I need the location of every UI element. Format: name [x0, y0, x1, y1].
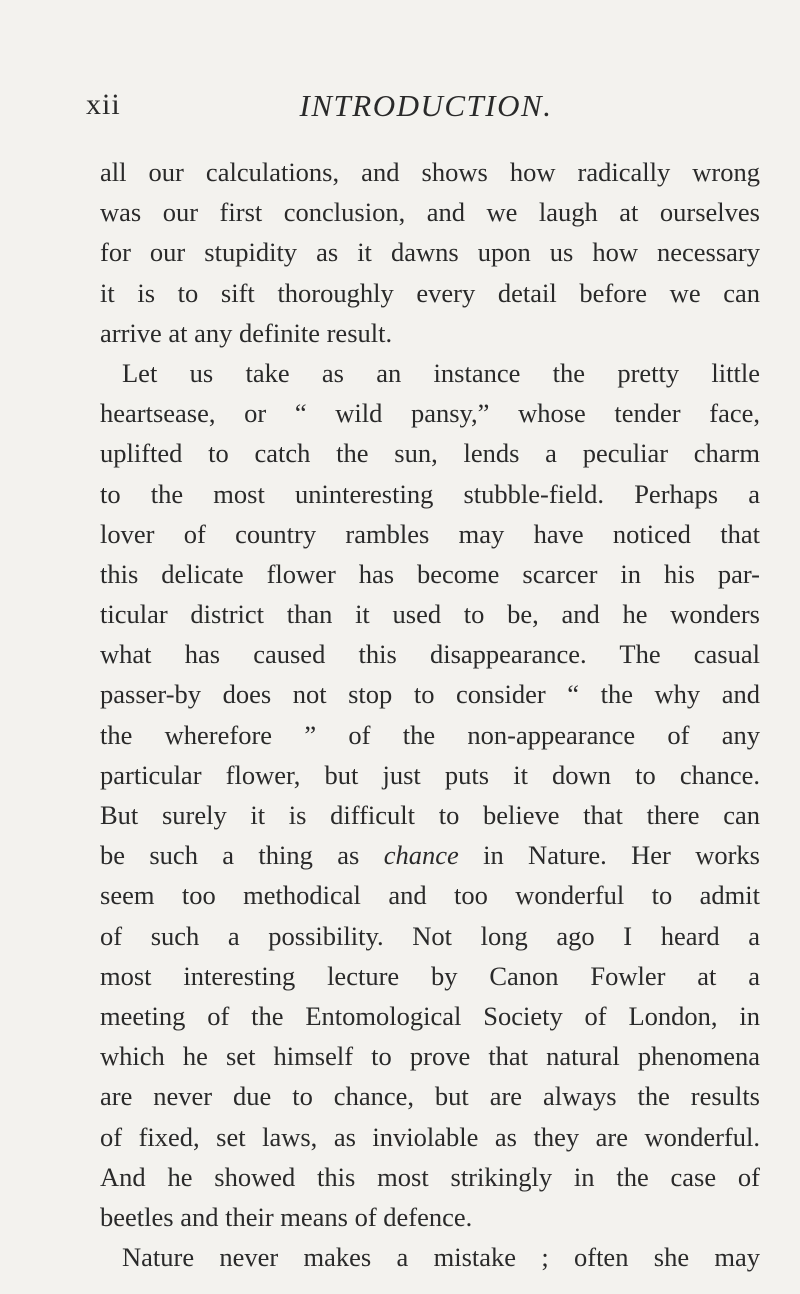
- text-line: But surely it is difficult to believe that there can: [100, 800, 760, 830]
- text-line: particular flower, but just puts it down to chance.: [100, 759, 760, 790]
- running-head: INTRODUCTION.: [299, 88, 553, 123]
- text-line: beetles and their means of defence.: [100, 1201, 473, 1232]
- text-line: meeting of the Entomological Society of London, in: [100, 1000, 760, 1031]
- text-line: to the most uninteresting stubble-field. Perhaps a: [100, 478, 760, 509]
- text-line: heartsease, or “ wild pansy,” whose tender face,: [100, 398, 760, 429]
- text-line: this delicate flower has become scarcer in his par-: [100, 558, 760, 589]
- body-text: [100, 152, 760, 1277]
- text-line: of fixed, set laws, as inviolable as they are wonderful.: [100, 1121, 760, 1152]
- text-line: Let us take as an instance the pretty little: [122, 357, 760, 388]
- text-line: the wherefore ” of the non-appearance of any: [100, 719, 760, 750]
- text-line: arrive at any definite result.: [100, 317, 393, 348]
- text-line: And he showed this most strikingly in the case of: [100, 1161, 760, 1192]
- page-number: xii: [86, 88, 121, 121]
- text-line-with-italic: [100, 835, 760, 875]
- text-line: which he set himself to prove that natural phenomena: [100, 1041, 760, 1072]
- text-line: all our calculations, and shows how radically wrong: [100, 157, 760, 187]
- text-line: of such a possibility. Not long ago I heard a: [100, 920, 760, 951]
- italic-word: chance: [383, 840, 459, 871]
- text-line: what has caused this disappearance. The casual: [100, 639, 760, 670]
- text-line: uplifted to catch the sun, lends a peculiar charm: [100, 438, 760, 469]
- text-line: Nature never makes a mistake ; often she may: [122, 1242, 760, 1273]
- text-line: ticular district than it used to be, and he wonders: [100, 599, 760, 630]
- text-segment: in Nature. Her works: [483, 840, 760, 871]
- text-segment: be such a thing as: [100, 840, 360, 871]
- text-line: are never due to chance, but are always the results: [100, 1081, 760, 1112]
- page-header: [86, 88, 746, 128]
- text-line: it is to sift thoroughly every detail before we can: [100, 277, 760, 308]
- text-line: was our first conclusion, and we laugh at ourselves: [100, 197, 760, 228]
- text-line: seem too methodical and too wonderful to admit: [100, 880, 760, 911]
- text-line: most interesting lecture by Canon Fowler at a: [100, 960, 760, 991]
- text-line: for our stupidity as it dawns upon us how necessary: [100, 237, 760, 268]
- text-line: lover of country rambles may have noticed that: [100, 518, 760, 549]
- text-line: passer-by does not stop to consider “ the why and: [100, 679, 760, 710]
